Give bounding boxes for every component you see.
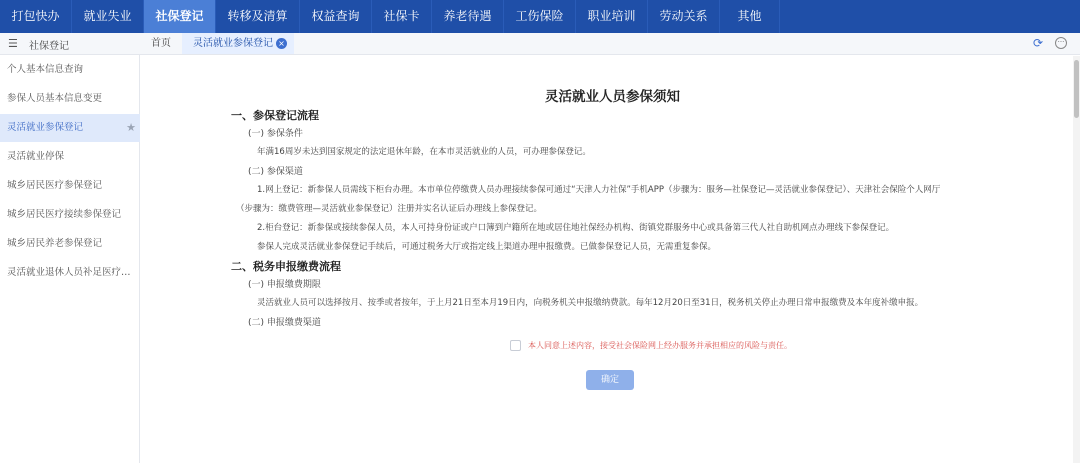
star-icon[interactable]: ★	[126, 121, 136, 134]
nav-item-2[interactable]: 社保登记	[144, 0, 216, 33]
nav-item-3[interactable]: 转移及清算	[216, 0, 300, 33]
section2-sub1-text: 灵活就业人员可以选择按月、按季或者按年，于上月21日至本月19日内，向税务机关申报缴纳费款。每年12月20日至31日，税务机关停止办理日常申报缴费及本年度补缴申报。	[257, 298, 924, 308]
section2-heading: 二、税务申报缴费流程	[231, 260, 341, 273]
page-scrollbar-thumb[interactable]	[1074, 60, 1079, 118]
notice-panel	[226, 79, 999, 327]
tab-flexible-employment-registration[interactable]	[182, 33, 294, 54]
agreement-checkbox[interactable]	[510, 340, 521, 351]
nav-item-1[interactable]: 就业失业	[72, 0, 144, 33]
sidebar-item-6[interactable]	[0, 230, 140, 258]
confirm-button[interactable]: 确定	[586, 370, 634, 390]
nav-item-7[interactable]: 工伤保险	[504, 0, 576, 33]
refresh-icon[interactable]: ⟳	[1033, 36, 1044, 50]
notice-title: 灵活就业人员参保须知	[545, 89, 680, 105]
section1-heading: 一、参保登记流程	[231, 109, 319, 122]
section1-note-text: 参保人完成灵活就业参保登记手续后，可通过税务大厅或指定线上渠道办理申报缴费。已做参保登记人员，无需重复参保。	[257, 242, 717, 252]
section2-sub1-heading: (一) 申报缴费期限	[248, 280, 321, 290]
section1-online-line2: （步骤为：缴费管理—灵活就业参保登记）注册并实名认证后办理线上参保登记。	[236, 204, 543, 214]
tab-bar	[0, 33, 1080, 55]
sidebar-item-5[interactable]	[0, 201, 140, 229]
sidebar-item-3[interactable]	[0, 143, 140, 171]
section1-sub2-heading: (二) 参保渠道	[248, 167, 303, 177]
sidebar-item-label: 城乡居民养老参保登记	[7, 238, 103, 249]
sidebar-item-7[interactable]	[0, 259, 140, 287]
section1-counter-text: 2.柜台登记：新参保或接续参保人员，本人可持身份证或户口簿到户籍所在地或居住地社保经办机构、街镇党群服务中心或具备第三代人社自助机网点办理线下参保登记。	[257, 223, 895, 233]
nav-item-0[interactable]: 打包快办	[0, 0, 72, 33]
top-navigation	[0, 0, 1080, 33]
agreement-text[interactable]: 本人同意上述内容，接受社会保险网上经办服务并承担相应的风险与责任。	[528, 341, 792, 350]
sidebar-item-label: 参保人员基本信息变更	[7, 93, 103, 104]
section1-sub1-heading: (一) 参保条件	[248, 129, 303, 139]
sidebar-item-label: 灵活就业退休人员补足医疗…	[7, 267, 131, 278]
nav-item-8[interactable]: 职业培训	[576, 0, 648, 33]
nav-item-6[interactable]: 养老待遇	[432, 0, 504, 33]
sidebar-item-0[interactable]	[0, 56, 140, 84]
tab-label: 灵活就业参保登记	[193, 38, 273, 49]
section1-sub1-text: 年满16周岁未达到国家规定的法定退休年龄，在本市灵活就业的人员，可办理参保登记。	[257, 147, 591, 157]
main-content	[141, 56, 1073, 463]
section1-online-line1: 1.网上登记：新参保人员需线下柜台办理。本市单位停缴费人员办理接续参保可通过“天津人力社保”手机APP（步骤为：服务—社保登记—灵活就业参保登记）、天津社会保险个人网厅	[257, 185, 941, 195]
more-icon[interactable]: ···	[1055, 37, 1067, 49]
nav-item-10[interactable]: 其他	[720, 0, 780, 33]
section2-sub2-heading: (二) 申报缴费渠道	[248, 318, 321, 327]
sidebar-item-label: 灵活就业参保登记	[7, 122, 84, 133]
nav-item-5[interactable]: 社保卡	[372, 0, 432, 33]
sidebar	[0, 55, 140, 463]
nav-item-4[interactable]: 权益查询	[300, 0, 372, 33]
nav-item-9[interactable]: 劳动关系	[648, 0, 720, 33]
menu-title: 社保登记	[29, 41, 69, 52]
sidebar-item-1[interactable]	[0, 85, 140, 113]
sidebar-item-2[interactable]	[0, 114, 140, 142]
tab-home[interactable]: 首页	[151, 38, 171, 49]
sidebar-item-label: 城乡居民医疗接续参保登记	[7, 209, 122, 220]
sidebar-item-label: 灵活就业停保	[7, 151, 65, 162]
sidebar-item-label: 城乡居民医疗参保登记	[7, 180, 103, 191]
close-icon[interactable]: ×	[276, 38, 287, 49]
menu-toggle-icon[interactable]: ☰	[8, 37, 18, 50]
sidebar-item-4[interactable]	[0, 172, 140, 200]
sidebar-item-label: 个人基本信息查询	[7, 64, 84, 75]
